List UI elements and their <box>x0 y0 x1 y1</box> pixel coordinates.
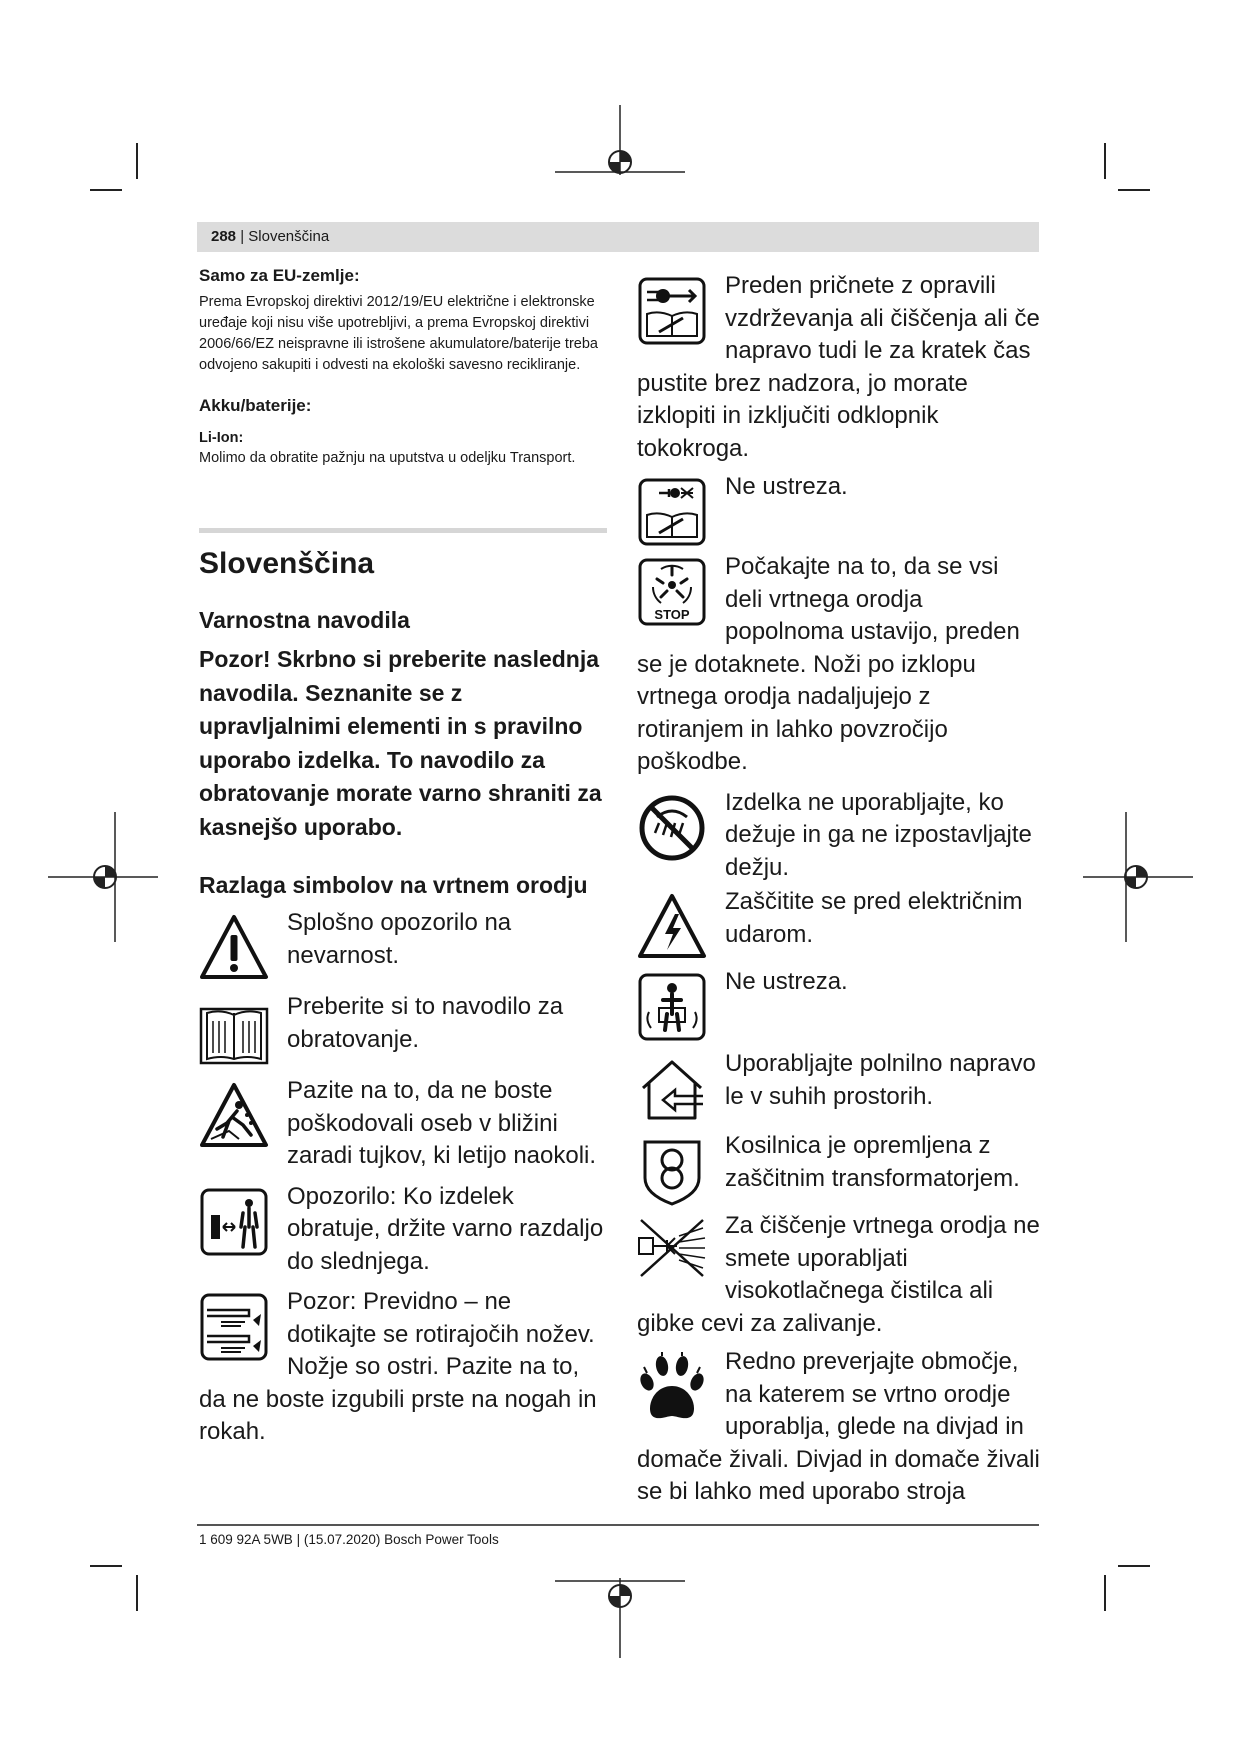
registration-mark-right <box>1083 812 1193 942</box>
symbol-item <box>637 270 1042 465</box>
footer-text: 1 609 92A 5WB | (15.07.2020) Bosch Power Tools <box>199 1532 499 1547</box>
language-heading: Slovenščina <box>199 547 375 580</box>
symbol-item <box>199 1286 607 1449</box>
symbol-text: Za čiščenje vrtnega orodja ne smete uporabljati visokotlačnega čistilca ali gibke cevi za zalivanje. <box>637 1212 1040 1337</box>
symbol-item <box>637 1130 1042 1208</box>
svg-text:STOP: STOP <box>654 607 690 622</box>
header-separator: | <box>240 228 245 245</box>
electric-shock-icon <box>637 892 707 962</box>
registration-mark-bottom <box>555 1578 685 1658</box>
symbol-text: Počakajte na to, da se vsi deli vrtnega orodja popolnoma ustavijo, preden se je dotaknete. Noži po izklopu vrtnega orodja nadaljujejo z rotiranjem in lahko povzročijo poškodbe. <box>637 553 1020 775</box>
symbol-text: Zaščitite se pred električnim udarom. <box>725 888 1023 948</box>
not-applicable-person-icon <box>637 972 707 1042</box>
page-number: 288 <box>211 228 237 245</box>
symbol-text: Izdelka ne uporabljajte, ko dežuje in ga ne izpostavljajte dežju. <box>725 788 1032 881</box>
symbol-text: Redno preverjajte območje, na katerem se vrtno orodje uporablja, glede na divjad in domače živali. Divjad in domače živali se bi lahko med uporabo stroja <box>637 1348 1040 1505</box>
symbol-item <box>199 991 607 1069</box>
rotating-blades-icon <box>199 1292 269 1362</box>
keep-distance-icon <box>199 1187 269 1257</box>
symbol-text: Pazite na to, da ne boste poškodovali oseb v bližini zaradi tujkov, ki letijo naokoli. <box>287 1077 597 1169</box>
symbol-item <box>199 1181 607 1279</box>
symbol-item <box>637 886 1042 964</box>
unplug-before-maintenance-icon <box>637 276 707 346</box>
eu-heading: Samo za EU-zemlje: <box>199 266 360 285</box>
liion-text: Molimo da obratite pažnju na uputstva u odeljku Transport. <box>199 450 576 466</box>
symbol-item <box>637 471 1042 549</box>
animal-paw-icon <box>637 1352 707 1422</box>
symbol-text: Uporabljajte polnilno napravo le v suhih prostorih. <box>725 1050 1036 1110</box>
symbol-text: Ne ustreza. <box>725 473 848 500</box>
no-pressure-washer-icon <box>637 1216 707 1286</box>
symbol-text: Splošno opozorilo na nevarnost. <box>287 909 512 969</box>
left-column <box>199 266 607 1449</box>
akku-heading: Akku/baterije: <box>199 396 312 415</box>
symbol-text: Pozor: Previdno – ne dotikajte se rotirajočih nožev. Nožje so ostri. Pazite na to, da ne boste izgubili prste na nogah in rokah. <box>199 1288 597 1445</box>
symbol-item <box>637 966 1042 1044</box>
symbol-text: Ne ustreza. <box>725 968 848 995</box>
symbol-item <box>637 551 1042 779</box>
safety-transformer-icon <box>637 1136 707 1206</box>
thrown-objects-warning-icon <box>199 1081 269 1151</box>
symbol-text: Kosilnica je opremljena z zaščitnim transformatorjem. <box>725 1132 1020 1192</box>
stop-rotation-icon <box>637 557 707 627</box>
symbol-text: Preden pričnete z opravili vzdrževanja ali čiščenja ali če napravo tudi le za kratek čas pustite brez nadzora, jo morate izklopiti in izključiti odklopnik tokokroga. <box>637 272 1040 462</box>
symbol-item <box>637 1048 1042 1126</box>
symbol-item <box>637 1210 1042 1340</box>
no-rain-icon <box>637 793 707 863</box>
indoor-charging-icon <box>637 1054 707 1124</box>
page-header <box>197 222 1039 252</box>
symbol-item <box>199 907 607 985</box>
symbol-item <box>637 787 1042 885</box>
symbols-heading: Razlaga simbolov na vrtnem orodju <box>199 872 588 898</box>
eu-text: Prema Evropskoj direktivi 2012/19/EU električne i elektronske uređaje koji nisu više upotrebljivi, a prema Evropskoj direktivi 2006/66/EZ neispravne ili istrošene akumulatore/baterije treba odvojeno sakupiti i odvesti na ekološki savesno recikliranje. <box>199 294 598 373</box>
safety-text: Pozor! Skrbno si preberite naslednja navodila. Seznanite se z upravljalnimi elementi in s pravilno uporabo izdelka. To navodilo za obratovanje morate varno shraniti za kasnejšo uporabo. <box>199 646 602 840</box>
not-applicable-manual-icon <box>637 477 707 547</box>
symbol-text: Opozorilo: Ko izdelek obratuje, držite varno razdaljo do slednjega. <box>287 1182 604 1275</box>
warning-triangle-icon <box>199 913 269 983</box>
header-section: Slovenščina <box>248 228 330 245</box>
symbol-item <box>637 1346 1042 1509</box>
liion-heading: Li-Ion: <box>199 430 244 446</box>
registration-mark-top <box>555 105 685 215</box>
symbol-text: Preberite si to navodilo za obratovanje. <box>287 993 564 1053</box>
open-manual-icon <box>199 997 269 1067</box>
section-divider <box>199 528 607 533</box>
symbol-item <box>199 1075 607 1173</box>
footer-divider <box>197 1524 1039 1526</box>
safety-heading: Varnostna navodila <box>199 607 410 633</box>
right-column <box>637 270 1042 1509</box>
registration-mark-left <box>48 812 158 942</box>
